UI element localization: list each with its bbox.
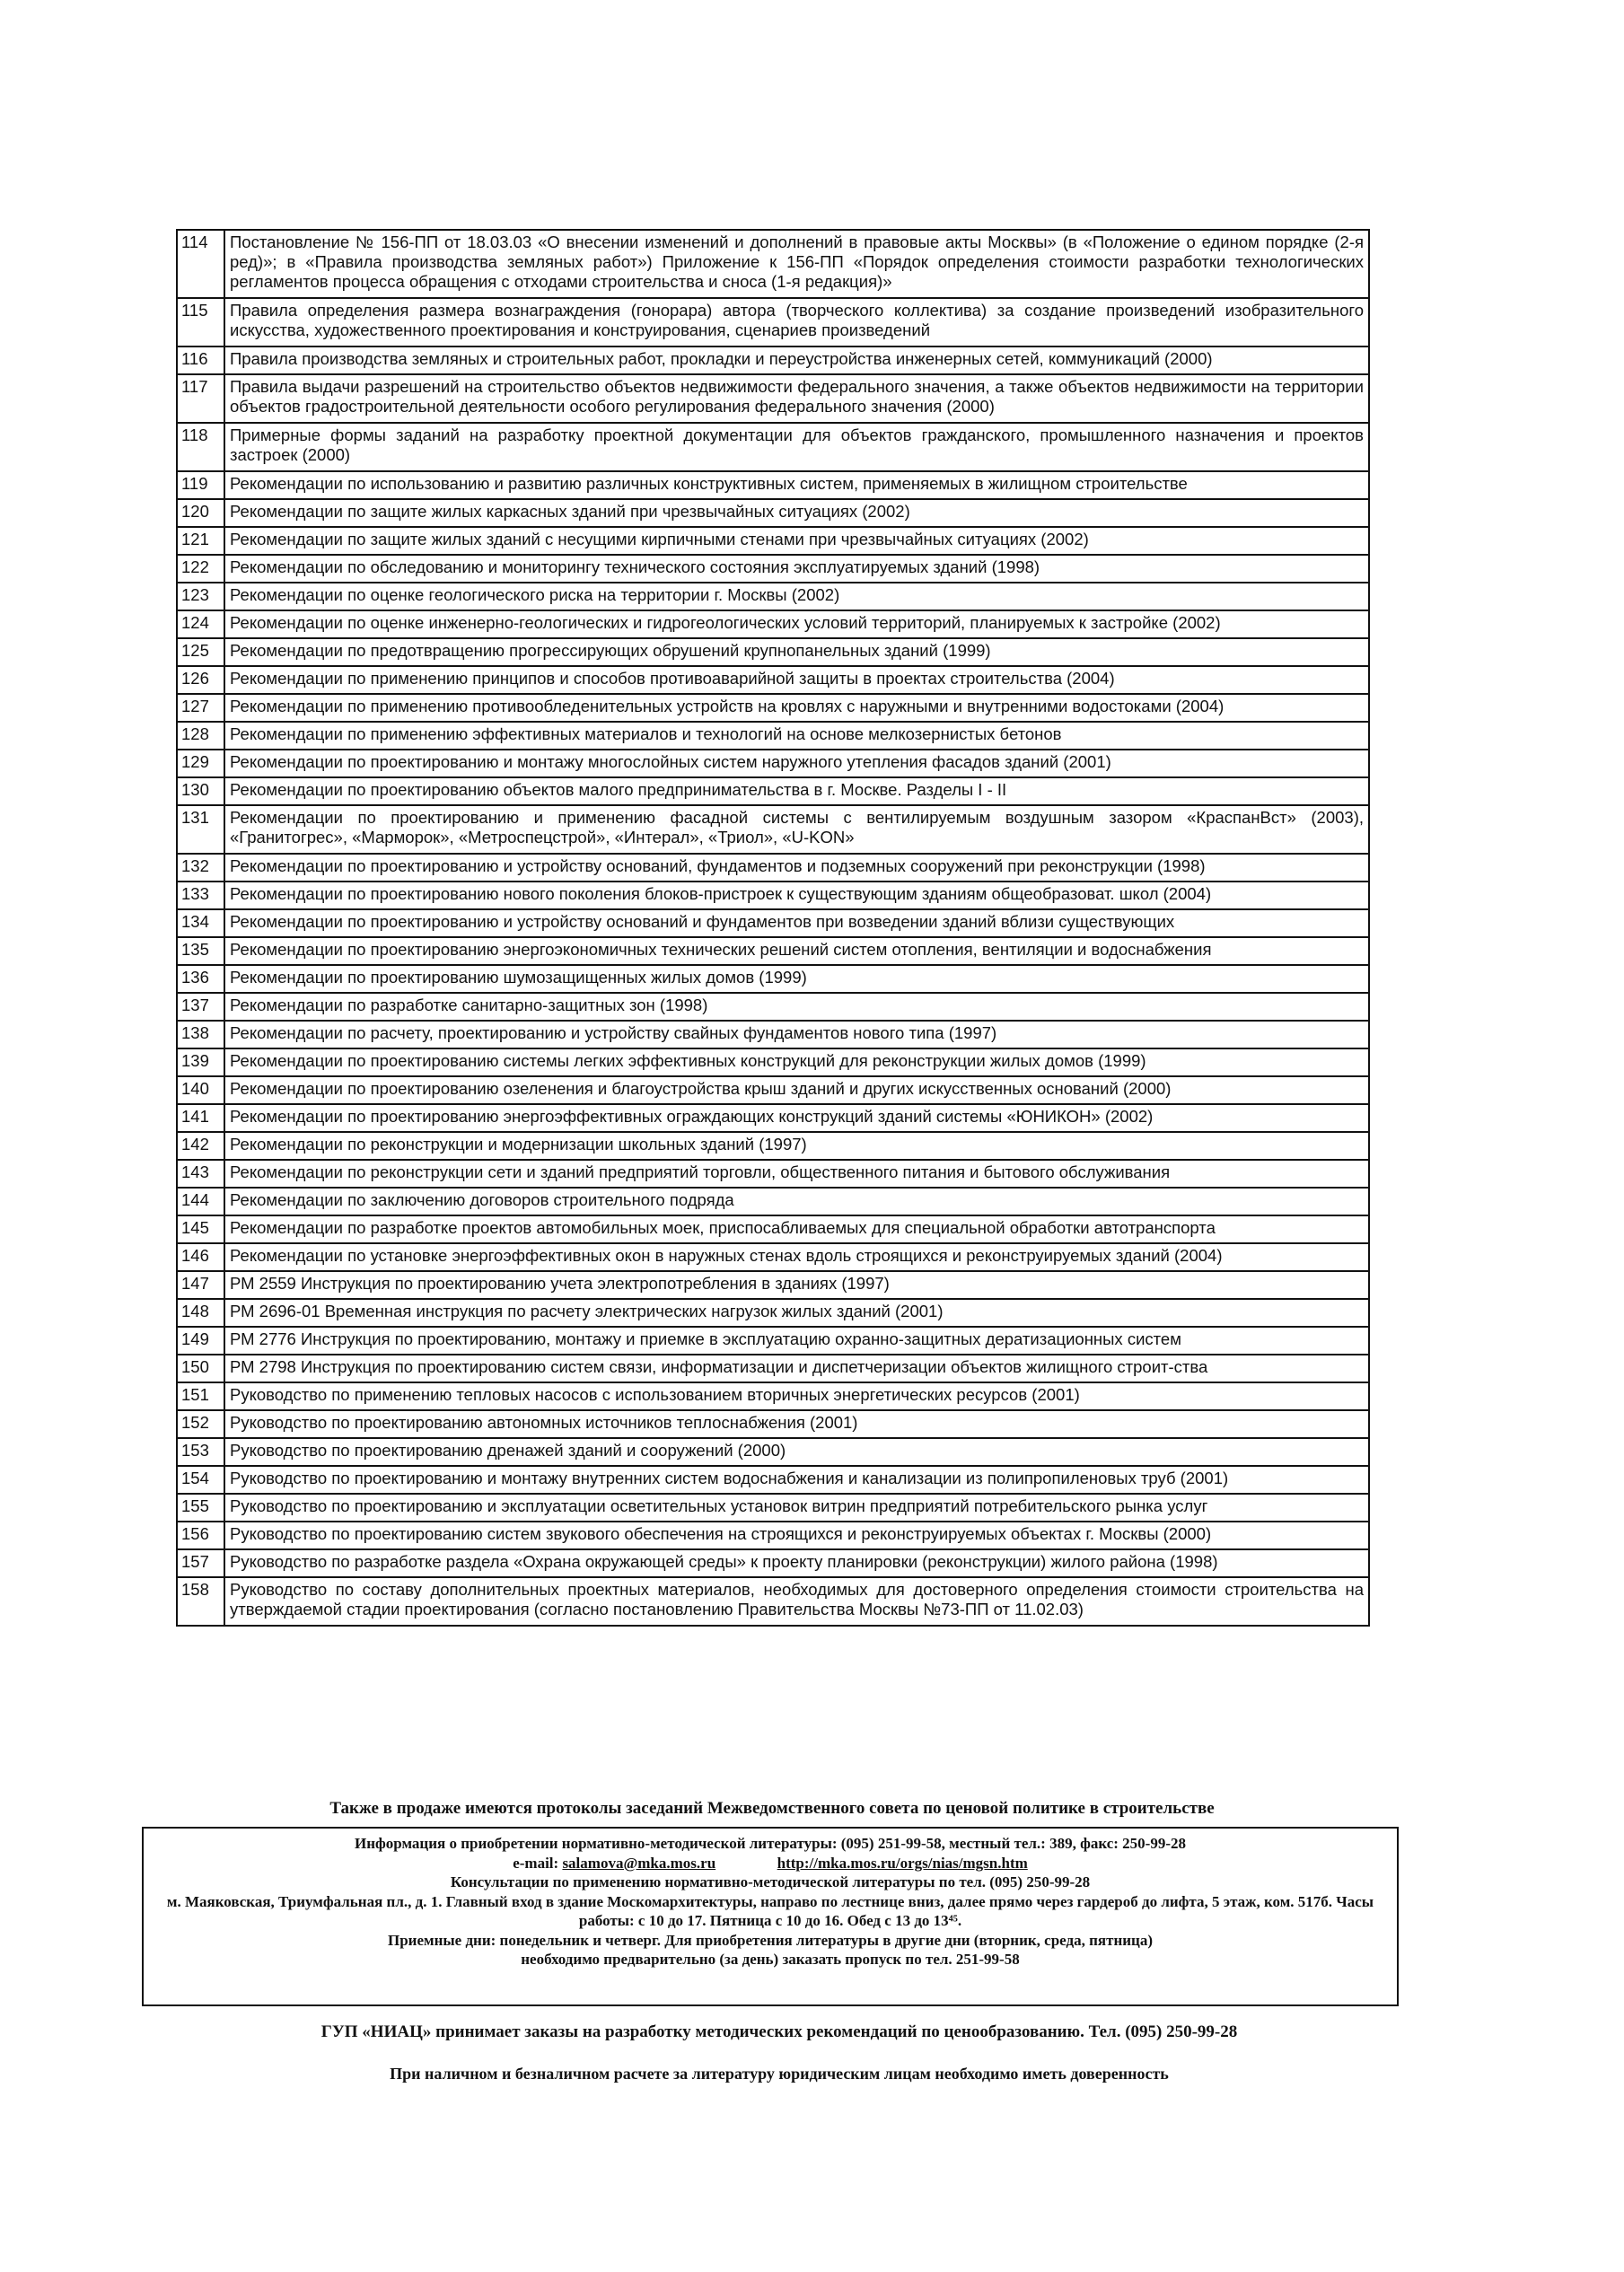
- row-title: Рекомендации по проектированию и устройству оснований и фундаментов при возведении зданий вблизи существующих: [224, 909, 1369, 937]
- row-title: Рекомендации по применению эффективных материалов и технологий на основе мелкозернистых бетонов: [224, 722, 1369, 750]
- row-number: 158: [177, 1577, 224, 1626]
- row-number: 135: [177, 937, 224, 965]
- row-number: 138: [177, 1021, 224, 1048]
- table-row: [177, 1577, 1369, 1626]
- row-number: 147: [177, 1271, 224, 1299]
- row-title: Руководство по составу дополнительных проектных материалов, необходимых для достоверного определения стоимости строительства на утверждаемой стадии проектирования (согласно постановлению Правительства Москвы №73-ПП от 11.02.03): [224, 1577, 1369, 1626]
- row-number: 122: [177, 555, 224, 583]
- row-title: РМ 2559 Инструкция по проектированию учета электропотребления в зданиях (1997): [224, 1271, 1369, 1299]
- row-number: 148: [177, 1299, 224, 1327]
- row-title: Постановление № 156-ПП от 18.03.03 «О внесении изменений и дополнений в правовые акты Москвы» (в «Положение о едином порядке (2-я ред)»; в «Правила производства земляных работ») Приложение к 156-ПП «Порядок определения стоимости разработки технологических регламентов процесса обращения с отходами строительства и сноса (1-я редакция)»: [224, 230, 1369, 298]
- row-title: Рекомендации по оценке инженерно-геологических и гидрогеологических условий территорий, планируемых к застройке (2002): [224, 610, 1369, 638]
- row-number: 132: [177, 854, 224, 882]
- table-row: [177, 722, 1369, 750]
- row-title: Рекомендации по защите жилых каркасных зданий при чрезвычайных ситуациях (2002): [224, 499, 1369, 527]
- row-number: 140: [177, 1076, 224, 1104]
- table-row: [177, 993, 1369, 1021]
- row-title: Правила выдачи разрешений на строительство объектов недвижимости федерального значения, а также объектов недвижимости на территории объектов градостроительной деятельности особого регулирования федерального значения (2000): [224, 374, 1369, 423]
- row-title: Правила определения размера вознаграждения (гонорара) автора (творческого коллектива) за создание произведений изобразительного искусства, художественного проектирования и конструирования, сценариев произведений: [224, 298, 1369, 347]
- row-title: РМ 2798 Инструкция по проектированию систем связи, информатизации и диспетчеризации объектов жилищного строит-ства: [224, 1355, 1369, 1382]
- row-title: Рекомендации по проектированию системы легких эффективных конструкций для реконструкции жилых домов (1999): [224, 1048, 1369, 1076]
- row-number: 144: [177, 1188, 224, 1215]
- table-row: [177, 666, 1369, 694]
- row-title: Рекомендации по применению противообледенительных устройств на кровлях с наружными и внутренними водостоками (2004): [224, 694, 1369, 722]
- row-number: 118: [177, 423, 224, 471]
- row-title: Руководство по разработке раздела «Охрана окружающей среды» к проекту планировки (реконструкции) жилого района (1998): [224, 1549, 1369, 1577]
- row-number: 128: [177, 722, 224, 750]
- row-title: Рекомендации по разработке проектов автомобильных моек, приспосабливаемых для специальной обработки автотранспорта: [224, 1215, 1369, 1243]
- row-title: Рекомендации по обследованию и мониторингу технического состояния эксплуатируемых зданий (1998): [224, 555, 1369, 583]
- publications-table-body: [177, 230, 1369, 1626]
- row-title: Примерные формы заданий на разработку проектной документации для объектов гражданского, промышленного назначения и проектов застроек (2000): [224, 423, 1369, 471]
- row-title: Руководство по проектированию и эксплуатации осветительных установок витрин предприятий потребительского рынка услуг: [224, 1494, 1369, 1522]
- row-number: 152: [177, 1410, 224, 1438]
- table-row: [177, 1466, 1369, 1494]
- row-number: 120: [177, 499, 224, 527]
- row-number: 114: [177, 230, 224, 298]
- row-title: Рекомендации по проектированию и устройству оснований, фундаментов и подземных сооружений при реконструкции (1998): [224, 854, 1369, 882]
- table-row: [177, 1438, 1369, 1466]
- email-link[interactable]: salamova@mka.mos.ru: [562, 1854, 716, 1872]
- row-title: Рекомендации по установке энергоэффективных окон в наружных стенах вдоль строящихся и реконструируемых зданий (2004): [224, 1243, 1369, 1271]
- row-number: 133: [177, 882, 224, 909]
- table-row: [177, 423, 1369, 471]
- row-number: 142: [177, 1132, 224, 1160]
- table-row: [177, 1522, 1369, 1549]
- row-number: 123: [177, 583, 224, 610]
- row-title: Правила производства земляных и строительных работ, прокладки и переустройства инженерных сетей, коммуникаций (2000): [224, 347, 1369, 374]
- row-number: 119: [177, 471, 224, 499]
- row-number: 125: [177, 638, 224, 666]
- table-row: [177, 777, 1369, 805]
- table-row: [177, 583, 1369, 610]
- row-number: 150: [177, 1355, 224, 1382]
- table-row: [177, 1132, 1369, 1160]
- row-title: Рекомендации по проектированию энергоэффективных ограждающих конструкций зданий системы «ЮНИКОН» (2002): [224, 1104, 1369, 1132]
- row-title: Руководство по проектированию систем звукового обеспечения на строящихся и реконструируемых объектах г. Москвы (2000): [224, 1522, 1369, 1549]
- table-row: [177, 1160, 1369, 1188]
- row-number: 156: [177, 1522, 224, 1549]
- row-title: Рекомендации по защите жилых зданий с несущими кирпичными стенами при чрезвычайных ситуациях (2002): [224, 527, 1369, 555]
- row-title: Рекомендации по проектированию энергоэкономичных технических решений систем отопления, вентиляции и водоснабжения: [224, 937, 1369, 965]
- table-row: [177, 1355, 1369, 1382]
- also-on-sale-note: Также в продаже имеются протоколы заседаний Межведомственного совета по ценовой политике в строительстве: [329, 1799, 1215, 1818]
- table-row: [177, 750, 1369, 777]
- table-row: [177, 937, 1369, 965]
- table-row: [177, 610, 1369, 638]
- table-row: [177, 1215, 1369, 1243]
- row-number: 157: [177, 1549, 224, 1577]
- row-number: 146: [177, 1243, 224, 1271]
- row-number: 127: [177, 694, 224, 722]
- proxy-note: При наличном и безналичном расчете за литературу юридическим лицам необходимо иметь доверенность: [390, 2065, 1169, 2083]
- row-number: 121: [177, 527, 224, 555]
- publications-table: [176, 229, 1370, 1627]
- table-row: [177, 1549, 1369, 1577]
- table-row: [177, 555, 1369, 583]
- row-title: Рекомендации по предотвращению прогрессирующих обрушений крупнопанельных зданий (1999): [224, 638, 1369, 666]
- row-title: Рекомендации по разработке санитарно-защитных зон (1998): [224, 993, 1369, 1021]
- table-row: [177, 1271, 1369, 1299]
- table-row: [177, 527, 1369, 555]
- table-row: [177, 1494, 1369, 1522]
- table-row: [177, 1382, 1369, 1410]
- row-number: 145: [177, 1215, 224, 1243]
- table-row: [177, 347, 1369, 374]
- table-row: [177, 909, 1369, 937]
- website-link[interactable]: http://mka.mos.ru/orgs/nias/mgsn.htm: [777, 1854, 1028, 1872]
- row-title: Рекомендации по проектированию озеленения и благоустройства крыш зданий и других искусственных оснований (2000): [224, 1076, 1369, 1104]
- table-row: [177, 1104, 1369, 1132]
- table-row: [177, 805, 1369, 854]
- row-title: Рекомендации по реконструкции и модернизации школьных зданий (1997): [224, 1132, 1369, 1160]
- row-number: 151: [177, 1382, 224, 1410]
- row-number: 116: [177, 347, 224, 374]
- row-title: Рекомендации по использованию и развитию различных конструктивных систем, применяемых в жилищном строительстве: [224, 471, 1369, 499]
- row-title: Рекомендации по проектированию шумозащищенных жилых домов (1999): [224, 965, 1369, 993]
- info-consultation-line: Консультации по применению нормативно-методической литературы по тел. (095) 250-99-28: [450, 1873, 1091, 1890]
- table-row: [177, 882, 1369, 909]
- row-title: Руководство по проектированию дренажей зданий и сооружений (2000): [224, 1438, 1369, 1466]
- row-number: 126: [177, 666, 224, 694]
- row-number: 130: [177, 777, 224, 805]
- info-reception-days-line: Приемные дни: понедельник и четверг. Для приобретения литературы в другие дни (вторник, среда, пятница): [387, 1931, 1153, 1949]
- row-number: 129: [177, 750, 224, 777]
- row-number: 143: [177, 1160, 224, 1188]
- row-title: Рекомендации по проектированию объектов малого предпринимательства в г. Москве. Разделы I - II: [224, 777, 1369, 805]
- purchase-info-box: [142, 1827, 1399, 2006]
- table-row: [177, 965, 1369, 993]
- row-title: Рекомендации по проектированию нового поколения блоков-пристроек к существующим зданиям общеобразоват. школ (2004): [224, 882, 1369, 909]
- table-row: [177, 1243, 1369, 1271]
- row-number: 137: [177, 993, 224, 1021]
- info-contact-line: [151, 1854, 1390, 1873]
- row-number: 154: [177, 1466, 224, 1494]
- row-title: Рекомендации по применению принципов и способов противоаварийной защиты в проектах строительства (2004): [224, 666, 1369, 694]
- row-title: Рекомендации по реконструкции сети и зданий предприятий торговли, общественного питания и бытового обслуживания: [224, 1160, 1369, 1188]
- row-title: Рекомендации по оценке геологического риска на территории г. Москвы (2002): [224, 583, 1369, 610]
- table-row: [177, 1299, 1369, 1327]
- table-row: [177, 1410, 1369, 1438]
- row-title: Руководство по проектированию и монтажу внутренних систем водоснабжения и канализации из полипропиленовых труб (2001): [224, 1466, 1369, 1494]
- email-label: e-mail:: [513, 1854, 559, 1872]
- table-row: [177, 638, 1369, 666]
- table-row: [177, 499, 1369, 527]
- row-number: 136: [177, 965, 224, 993]
- row-number: 115: [177, 298, 224, 347]
- row-title: Рекомендации по расчету, проектированию и устройству свайных фундаментов нового типа (1997): [224, 1021, 1369, 1048]
- orders-note: ГУП «НИАЦ» принимает заказы на разработку методических рекомендаций по ценообразованию. Тел. (095) 250-99-28: [320, 2022, 1238, 2041]
- row-number: 124: [177, 610, 224, 638]
- table-row: [177, 374, 1369, 423]
- table-row: [177, 1327, 1369, 1355]
- row-title: Рекомендации по заключению договоров строительного подряда: [224, 1188, 1369, 1215]
- row-title: Руководство по проектированию автономных источников теплоснабжения (2001): [224, 1410, 1369, 1438]
- row-number: 155: [177, 1494, 224, 1522]
- row-title: Рекомендации по проектированию и применению фасадной системы с вентилируемым воздушным зазором «КраспанВст» (2003), «Гранитогрес», «Марморок», «Метроспецстрой», «Интерал», «Триол», «U-KON»: [224, 805, 1369, 854]
- table-row: [177, 1188, 1369, 1215]
- row-title: Рекомендации по проектированию и монтажу многослойных систем наружного утепления фасадов зданий (2001): [224, 750, 1369, 777]
- row-number: 139: [177, 1048, 224, 1076]
- row-number: 141: [177, 1104, 224, 1132]
- row-title: Руководство по применению тепловых насосов с использованием вторичных энергетических ресурсов (2001): [224, 1382, 1369, 1410]
- table-row: [177, 471, 1369, 499]
- row-number: 131: [177, 805, 224, 854]
- table-row: [177, 1076, 1369, 1104]
- info-address-line: м. Маяковская, Триумфальная пл., д. 1. Главный вход в здание Москомархитектуры, направо по лестнице вниз, далее прямо через гардероб до лифта, 5 этаж, ком. 517б. Часы работы: с 10 до 17. Пятница с 10 до 16. Обед с 13 до 13⁴⁵.: [166, 1892, 1374, 1929]
- table-row: [177, 854, 1369, 882]
- table-row: [177, 694, 1369, 722]
- info-pass-line: необходимо предварительно (за день) заказать пропуск по тел. 251-99-58: [521, 1951, 1020, 1968]
- row-number: 149: [177, 1327, 224, 1355]
- table-row: [177, 1048, 1369, 1076]
- table-row: [177, 230, 1369, 298]
- row-number: 134: [177, 909, 224, 937]
- row-title: РМ 2776 Инструкция по проектированию, монтажу и приемке в эксплуатацию охранно-защитных дератизационных систем: [224, 1327, 1369, 1355]
- table-row: [177, 298, 1369, 347]
- row-title: РМ 2696-01 Временная инструкция по расчету электрических нагрузок жилых зданий (2001): [224, 1299, 1369, 1327]
- row-number: 117: [177, 374, 224, 423]
- row-number: 153: [177, 1438, 224, 1466]
- table-row: [177, 1021, 1369, 1048]
- info-phone-line: Информация о приобретении нормативно-методической литературы: (095) 251-99-58, местный тел.: 389, факс: 250-99-28: [354, 1835, 1186, 1852]
